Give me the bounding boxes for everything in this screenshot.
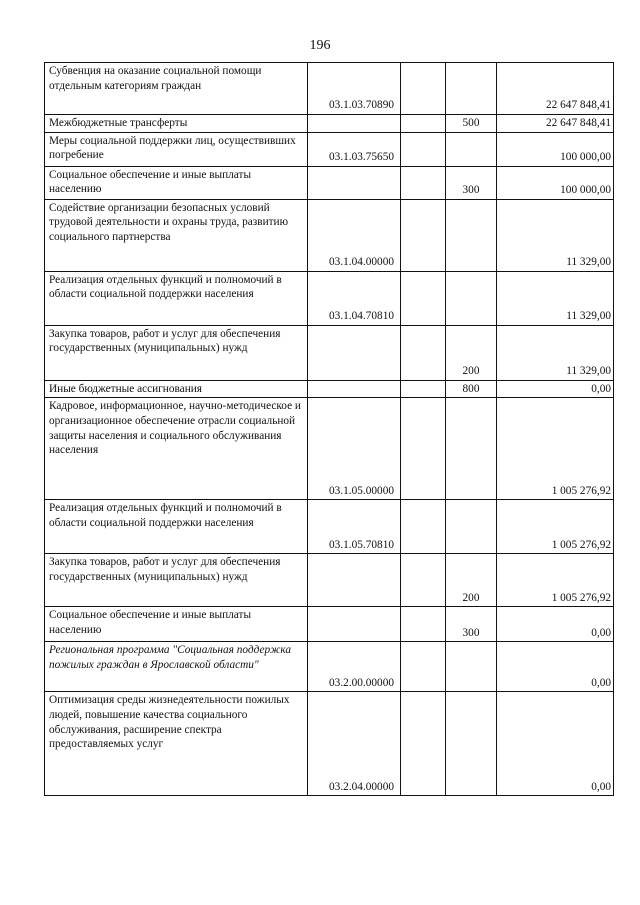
- row-empty-cell: [401, 692, 446, 796]
- row-code-cell: 03.1.05.70810: [308, 500, 401, 554]
- row-name-cell: Региональная программа "Социальная поддержка пожилых граждан в Ярославской области": [45, 642, 308, 692]
- row-amount-cell: 1 005 276,92: [497, 554, 614, 607]
- row-empty-cell: [401, 554, 446, 607]
- row-name-cell: Субвенция на оказание социальной помощи отдельным категориям граждан: [45, 63, 308, 115]
- row-empty-cell: [401, 500, 446, 554]
- table-row: [45, 398, 614, 500]
- row-name-cell: Закупка товаров, работ и услуг для обеспечения государственных (муниципальных) нужд: [45, 554, 308, 607]
- row-type-cell: 200: [446, 554, 497, 607]
- table-row: [45, 380, 614, 398]
- row-empty-cell: [401, 607, 446, 642]
- row-code-cell: 03.1.03.70890: [308, 63, 401, 115]
- table-row: [45, 271, 614, 325]
- row-code-cell: [308, 554, 401, 607]
- row-name-cell: Меры социальной поддержки лиц, осуществивших погребение: [45, 132, 308, 166]
- row-empty-cell: [401, 199, 446, 271]
- row-amount-cell: 0,00: [497, 380, 614, 398]
- row-empty-cell: [401, 325, 446, 380]
- row-type-cell: [446, 271, 497, 325]
- row-type-cell: [446, 642, 497, 692]
- row-name-cell: Межбюджетные трансферты: [45, 115, 308, 133]
- row-type-cell: 800: [446, 380, 497, 398]
- budget-table-body: [45, 63, 614, 796]
- table-row: [45, 325, 614, 380]
- row-type-cell: 300: [446, 607, 497, 642]
- row-amount-cell: 1 005 276,92: [497, 500, 614, 554]
- row-code-cell: [308, 380, 401, 398]
- row-code-cell: [308, 607, 401, 642]
- table-row: [45, 199, 614, 271]
- table-row: [45, 607, 614, 642]
- row-code-cell: 03.1.05.00000: [308, 398, 401, 500]
- row-amount-cell: 100 000,00: [497, 132, 614, 166]
- row-type-cell: [446, 692, 497, 796]
- row-name-cell: Социальное обеспечение и иные выплаты населению: [45, 166, 308, 199]
- table-row: [45, 166, 614, 199]
- row-code-cell: 03.1.03.75650: [308, 132, 401, 166]
- table-row: [45, 115, 614, 133]
- row-empty-cell: [401, 642, 446, 692]
- row-empty-cell: [401, 166, 446, 199]
- table-row: [45, 500, 614, 554]
- row-name-cell: Реализация отдельных функций и полномочий в области социальной поддержки населения: [45, 500, 308, 554]
- row-amount-cell: 11 329,00: [497, 199, 614, 271]
- row-type-cell: 200: [446, 325, 497, 380]
- row-type-cell: [446, 199, 497, 271]
- row-code-cell: [308, 166, 401, 199]
- row-empty-cell: [401, 132, 446, 166]
- row-name-cell: Реализация отдельных функций и полномочий в области социальной поддержки населения: [45, 271, 308, 325]
- row-code-cell: 03.2.00.00000: [308, 642, 401, 692]
- row-code-cell: 03.1.04.00000: [308, 199, 401, 271]
- budget-table: [44, 62, 614, 796]
- row-empty-cell: [401, 115, 446, 133]
- table-row: [45, 642, 614, 692]
- row-code-cell: 03.2.04.00000: [308, 692, 401, 796]
- row-name-cell: Иные бюджетные ассигнования: [45, 380, 308, 398]
- row-type-cell: [446, 63, 497, 115]
- row-amount-cell: 11 329,00: [497, 271, 614, 325]
- row-type-cell: 500: [446, 115, 497, 133]
- row-name-cell: Социальное обеспечение и иные выплаты населению: [45, 607, 308, 642]
- row-name-cell: Содействие организации безопасных условий трудовой деятельности и охраны труда, развитию социального партнерства: [45, 199, 308, 271]
- row-name-cell: Кадровое, информационное, научно-методическое и организационное обеспечение отрасли социальной защиты населения и социального обслуживания населения: [45, 398, 308, 500]
- row-empty-cell: [401, 63, 446, 115]
- row-name-cell: Закупка товаров, работ и услуг для обеспечения государственных (муниципальных) нужд: [45, 325, 308, 380]
- row-name-cell: Оптимизация среды жизнедеятельности пожилых людей, повышение качества социального обслуживания, расширение спектра предоставляемых услуг: [45, 692, 308, 796]
- row-type-cell: [446, 398, 497, 500]
- row-code-cell: [308, 115, 401, 133]
- row-amount-cell: 100 000,00: [497, 166, 614, 199]
- table-row: [45, 63, 614, 115]
- row-code-cell: [308, 325, 401, 380]
- table-row: [45, 554, 614, 607]
- row-amount-cell: 0,00: [497, 607, 614, 642]
- row-type-cell: [446, 500, 497, 554]
- row-amount-cell: 0,00: [497, 642, 614, 692]
- row-empty-cell: [401, 398, 446, 500]
- row-empty-cell: [401, 271, 446, 325]
- row-code-cell: 03.1.04.70810: [308, 271, 401, 325]
- row-amount-cell: 1 005 276,92: [497, 398, 614, 500]
- table-row: [45, 692, 614, 796]
- row-amount-cell: 0,00: [497, 692, 614, 796]
- row-type-cell: 300: [446, 166, 497, 199]
- row-amount-cell: 22 647 848,41: [497, 115, 614, 133]
- row-amount-cell: 11 329,00: [497, 325, 614, 380]
- row-amount-cell: 22 647 848,41: [497, 63, 614, 115]
- page-number: 196: [309, 38, 331, 53]
- row-empty-cell: [401, 380, 446, 398]
- row-type-cell: [446, 132, 497, 166]
- table-row: [45, 132, 614, 166]
